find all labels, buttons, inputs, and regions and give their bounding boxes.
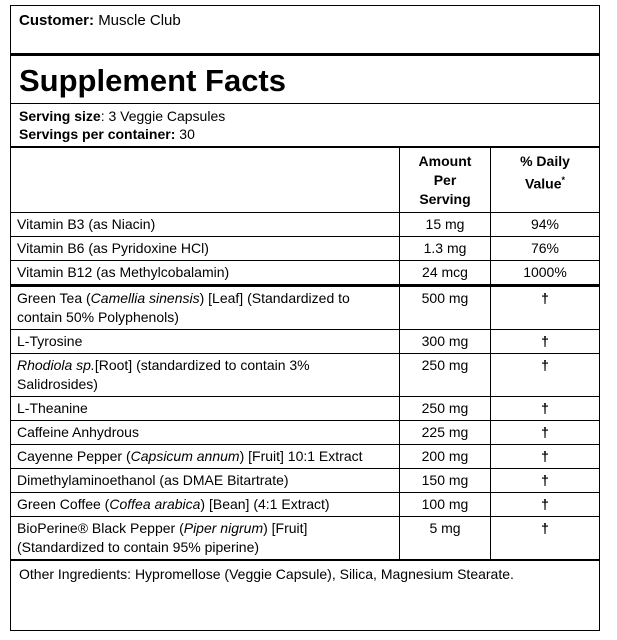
customer-name: Muscle Club [98, 12, 181, 29]
ingredient-name-detail: ) [Fruit] (Standardized to contain 95% piperine) [17, 520, 308, 555]
nutrient-daily-value: 76% [491, 237, 600, 261]
vitamin-row [11, 261, 599, 286]
ingredient-daily-value: † [491, 493, 600, 517]
ingredient-amount: 250 mg [400, 397, 491, 421]
servings-per-container [19, 125, 591, 143]
serving-size-label: Serving size [19, 108, 101, 124]
ingredient-name-text: Caffeine Anhydrous [17, 424, 139, 440]
ingredient-name-text: Green Coffee ( [17, 496, 110, 512]
ingredient-name-detail: ) [Bean] (4:1 Extract) [200, 496, 330, 512]
ingredient-amount: 225 mg [400, 421, 491, 445]
ingredient-daily-value: † [491, 286, 600, 330]
ingredient-latin-name: Camellia sinensis [90, 290, 200, 306]
ingredient-row [11, 517, 599, 560]
table-header-row [11, 148, 599, 213]
nutrient-amount: 15 mg [400, 213, 491, 237]
customer-line [11, 6, 599, 56]
nutrient-daily-value: 94% [491, 213, 600, 237]
ingredient-name [11, 397, 400, 421]
header-dv-text: Value [524, 175, 562, 192]
supplement-facts-panel [10, 5, 600, 631]
serving-info [11, 104, 599, 147]
ingredient-amount: 300 mg [400, 330, 491, 354]
nutrient-amount: 1.3 mg [400, 237, 491, 261]
ingredient-amount: 100 mg [400, 493, 491, 517]
ingredient-name-text: Cayenne Pepper ( [17, 448, 131, 464]
ingredient-daily-value: † [491, 469, 600, 493]
ingredient-name [11, 469, 400, 493]
header-dv-line2 [497, 171, 593, 194]
ingredient-name-detail: ) [Leaf] (Standardized to contain 50% Polyphenols) [17, 290, 350, 325]
ingredient-daily-value: † [491, 330, 600, 354]
ingredient-name [11, 421, 400, 445]
nutrient-amount: 24 mcg [400, 261, 491, 286]
ingredient-name [11, 286, 400, 330]
ingredient-daily-value: † [491, 445, 600, 469]
ingredient-amount: 150 mg [400, 469, 491, 493]
vitamin-row [11, 213, 599, 237]
ingredient-name-detail: ) [Fruit] 10:1 Extract [239, 448, 363, 464]
header-amount-line1: Amount [418, 153, 472, 169]
facts-table [11, 147, 599, 560]
ingredient-name [11, 445, 400, 469]
ingredient-daily-value: † [491, 421, 600, 445]
ingredient-amount: 5 mg [400, 517, 491, 560]
ingredient-latin-name: Coffea arabica [109, 496, 201, 512]
ingredient-amount: 250 mg [400, 354, 491, 397]
header-dv-asterisk: * [561, 175, 566, 185]
ingredient-name-text: L-Tyrosine [17, 333, 83, 349]
ingredient-latin-name: Piper nigrum [183, 520, 264, 536]
nutrient-daily-value: 1000% [491, 261, 600, 286]
vitamin-row [11, 237, 599, 261]
ingredient-daily-value: † [491, 354, 600, 397]
header-name-cell [11, 148, 400, 213]
ingredient-daily-value: † [491, 397, 600, 421]
ingredient-name-detail: [Root] (standardized to contain 3% Salidrosides) [17, 357, 310, 392]
ingredient-amount: 500 mg [400, 286, 491, 330]
nutrient-name: Vitamin B6 (as Pyridoxine HCl) [11, 237, 400, 261]
ingredient-name [11, 354, 400, 397]
ingredient-row [11, 469, 599, 493]
ingredient-row [11, 354, 599, 397]
ingredient-name [11, 330, 400, 354]
ingredient-latin-name: Capsicum annum [130, 448, 240, 464]
nutrient-name: Vitamin B12 (as Methylcobalamin) [11, 261, 400, 286]
ingredient-row [11, 286, 599, 330]
ingredient-name-text: BioPerine® Black Pepper ( [17, 520, 184, 536]
ingredient-row [11, 397, 599, 421]
ingredient-row [11, 330, 599, 354]
panel-title: Supplement Facts [11, 56, 599, 104]
header-daily-value [491, 148, 600, 213]
ingredient-row [11, 445, 599, 469]
header-amount [400, 148, 491, 213]
ingredient-latin-name: Rhodiola sp. [17, 357, 95, 373]
header-dv-line1: % Daily [520, 153, 570, 169]
ingredient-name-text: Dimethylaminoethanol (as DMAE Bitartrate) [17, 472, 289, 488]
nutrient-name: Vitamin B3 (as Niacin) [11, 213, 400, 237]
ingredient-name-text: L-Theanine [17, 400, 88, 416]
ingredient-row [11, 493, 599, 517]
customer-label: Customer: [19, 12, 95, 29]
other-ingredients: Other Ingredients: Hypromellose (Veggie Capsule), Silica, Magnesium Stearate. [11, 560, 599, 587]
ingredient-daily-value: † [491, 517, 600, 560]
ingredient-name [11, 493, 400, 517]
serving-size-value: : 3 Veggie Capsules [100, 108, 226, 124]
ingredient-name-text: Green Tea ( [17, 290, 91, 306]
ingredient-amount: 200 mg [400, 445, 491, 469]
ingredient-row [11, 421, 599, 445]
servings-per-container-label: Servings per container: [19, 126, 176, 142]
ingredient-name [11, 517, 400, 560]
servings-per-container-value: 30 [179, 126, 195, 142]
serving-size [19, 107, 591, 125]
header-amount-line2: Per [433, 172, 457, 188]
header-amount-line3: Serving [419, 191, 471, 207]
